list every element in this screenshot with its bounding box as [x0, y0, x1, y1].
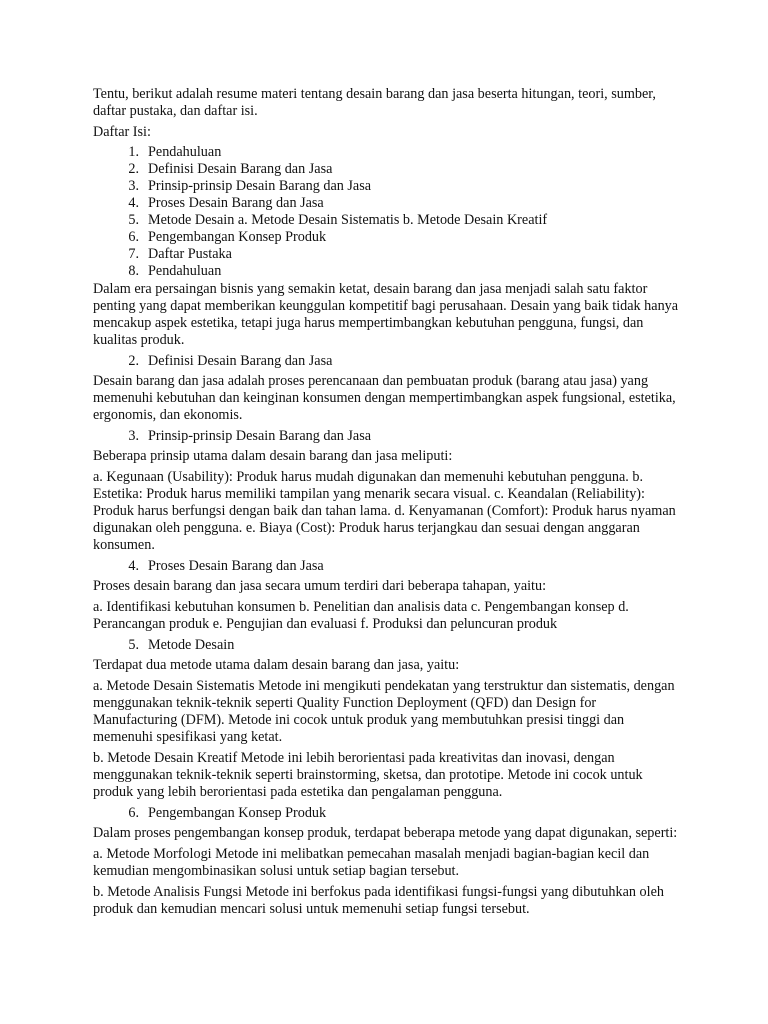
toc-item-number: 3.	[128, 178, 139, 194]
konsep-detail-a: a. Metode Morfologi Metode ini melibatkan pemecahan masalah menjadi bagian-bagian kecil dan kemudian mengombinasikan solusi untuk setiap bagian tersebut.	[93, 846, 650, 879]
toc-item-number: 7.	[128, 246, 139, 262]
section-number: 2.	[128, 353, 139, 369]
section-heading-prinsip	[93, 428, 683, 445]
toc-item	[93, 178, 683, 195]
toc-item-label: Prinsip-prinsip Desain Barang dan Jasa	[148, 178, 372, 194]
section-heading-definisi	[93, 353, 683, 370]
toc-item	[93, 263, 683, 280]
toc-item	[93, 246, 683, 263]
metode-detail-a: a. Metode Desain Sistematis Metode ini mengikuti pendekatan yang terstruktur dan sistematis, dengan menggunakan teknik-teknik seperti Quality Function Deployment (QFD) dan Design for Manufacturing (DFM). Metode ini cocok untuk produk yang membutuhkan presisi tinggi dan memenuhi spesifikasi yang ketat.	[93, 678, 675, 745]
toc-item-number: 2.	[128, 161, 139, 177]
section-title: Metode Desain	[148, 637, 235, 653]
definisi-body: Desain barang dan jasa adalah proses perencanaan dan pembuatan produk (barang atau jasa) yang memenuhi kebutuhan dan keinginan konsumen dengan mempertimbangkan aspek fungsional, estetika, ergonomis, dan ekonomis.	[93, 373, 676, 423]
toc-heading: Daftar Isi:	[93, 124, 151, 140]
document-page	[93, 86, 683, 922]
metode-body: Terdapat dua metode utama dalam desain barang dan jasa, yaitu:	[93, 657, 460, 673]
section-number: 3.	[128, 428, 139, 444]
toc-item-number: 8.	[128, 263, 139, 279]
toc-item-label: Metode Desain a. Metode Desain Sistematis b. Metode Desain Kreatif	[148, 212, 548, 228]
intro-paragraph: Tentu, berikut adalah resume materi tentang desain barang dan jasa beserta hitungan, teori, sumber, daftar pustaka, dan daftar isi.	[93, 86, 656, 119]
prinsip-body: Beberapa prinsip utama dalam desain barang dan jasa meliputi:	[93, 448, 453, 464]
section-title: Prinsip-prinsip Desain Barang dan Jasa	[148, 428, 372, 444]
toc-item	[93, 212, 683, 229]
section-heading-proses	[93, 558, 683, 575]
toc-item-number: 6.	[128, 229, 139, 245]
toc-item-label: Pendahuluan	[148, 263, 222, 279]
section-title: Proses Desain Barang dan Jasa	[148, 558, 324, 574]
pendahuluan-body: Dalam era persaingan bisnis yang semakin ketat, desain barang dan jasa menjadi salah satu faktor penting yang dapat memberikan keunggulan kompetitif bagi perusahaan. Desain yang baik tidak hanya mencakup aspek estetika, tetapi juga harus mempertimbangkan kebutuhan pengguna, fungsi, dan kualitas produk.	[93, 281, 679, 348]
konsep-detail-b: b. Metode Analisis Fungsi Metode ini berfokus pada identifikasi fungsi-fungsi yang dibutuhkan oleh produk dan kemudian mencari solusi untuk memenuhi setiap fungsi tersebut.	[93, 884, 664, 917]
toc-item	[93, 161, 683, 178]
toc-item-label: Definisi Desain Barang dan Jasa	[148, 161, 333, 177]
proses-body: Proses desain barang dan jasa secara umum terdiri dari beberapa tahapan, yaitu:	[93, 578, 547, 594]
section-number: 5.	[128, 637, 139, 653]
toc-item	[93, 144, 683, 161]
toc-item-number: 4.	[128, 195, 139, 211]
section-number: 4.	[128, 558, 139, 574]
toc-item-label: Proses Desain Barang dan Jasa	[148, 195, 324, 211]
section-heading-konsep	[93, 805, 683, 822]
proses-detail: a. Identifikasi kebutuhan konsumen b. Penelitian dan analisis data c. Pengembangan konsep d. Perancangan produk e. Pengujian dan evaluasi f. Produksi dan peluncuran produk	[93, 599, 629, 632]
prinsip-detail: a. Kegunaan (Usability): Produk harus mudah digunakan dan memenuhi kebutuhan pengguna. b. Estetika: Produk harus memiliki tampilan yang menarik secara visual. c. Keandalan (Reliability): Produk harus berfungsi dengan baik dan tahan lama. d. Kenyamanan (Comfort): Produk harus nyaman digunakan oleh pengguna. e. Biaya (Cost): Produk harus terjangkau dan sesuai dengan anggaran konsumen.	[93, 469, 676, 553]
toc-list	[93, 144, 683, 280]
toc-item	[93, 195, 683, 212]
section-heading-metode	[93, 637, 683, 654]
konsep-body: Dalam proses pengembangan konsep produk, terdapat beberapa metode yang dapat digunakan, seperti:	[93, 825, 678, 841]
toc-item-label: Pengembangan Konsep Produk	[148, 229, 327, 245]
section-number: 6.	[128, 805, 139, 821]
toc-item	[93, 229, 683, 246]
toc-item-number: 1.	[128, 144, 139, 160]
section-title: Pengembangan Konsep Produk	[148, 805, 327, 821]
toc-item-label: Pendahuluan	[148, 144, 222, 160]
metode-detail-b: b. Metode Desain Kreatif Metode ini lebih berorientasi pada kreativitas dan inovasi, dengan menggunakan teknik-teknik seperti brainstorming, sketsa, dan prototipe. Metode ini cocok untuk produk yang lebih berorientasi pada estetika dan pengalaman pengguna.	[93, 750, 643, 800]
toc-item-label: Daftar Pustaka	[148, 246, 232, 262]
section-title: Definisi Desain Barang dan Jasa	[148, 353, 333, 369]
toc-item-number: 5.	[128, 212, 139, 228]
